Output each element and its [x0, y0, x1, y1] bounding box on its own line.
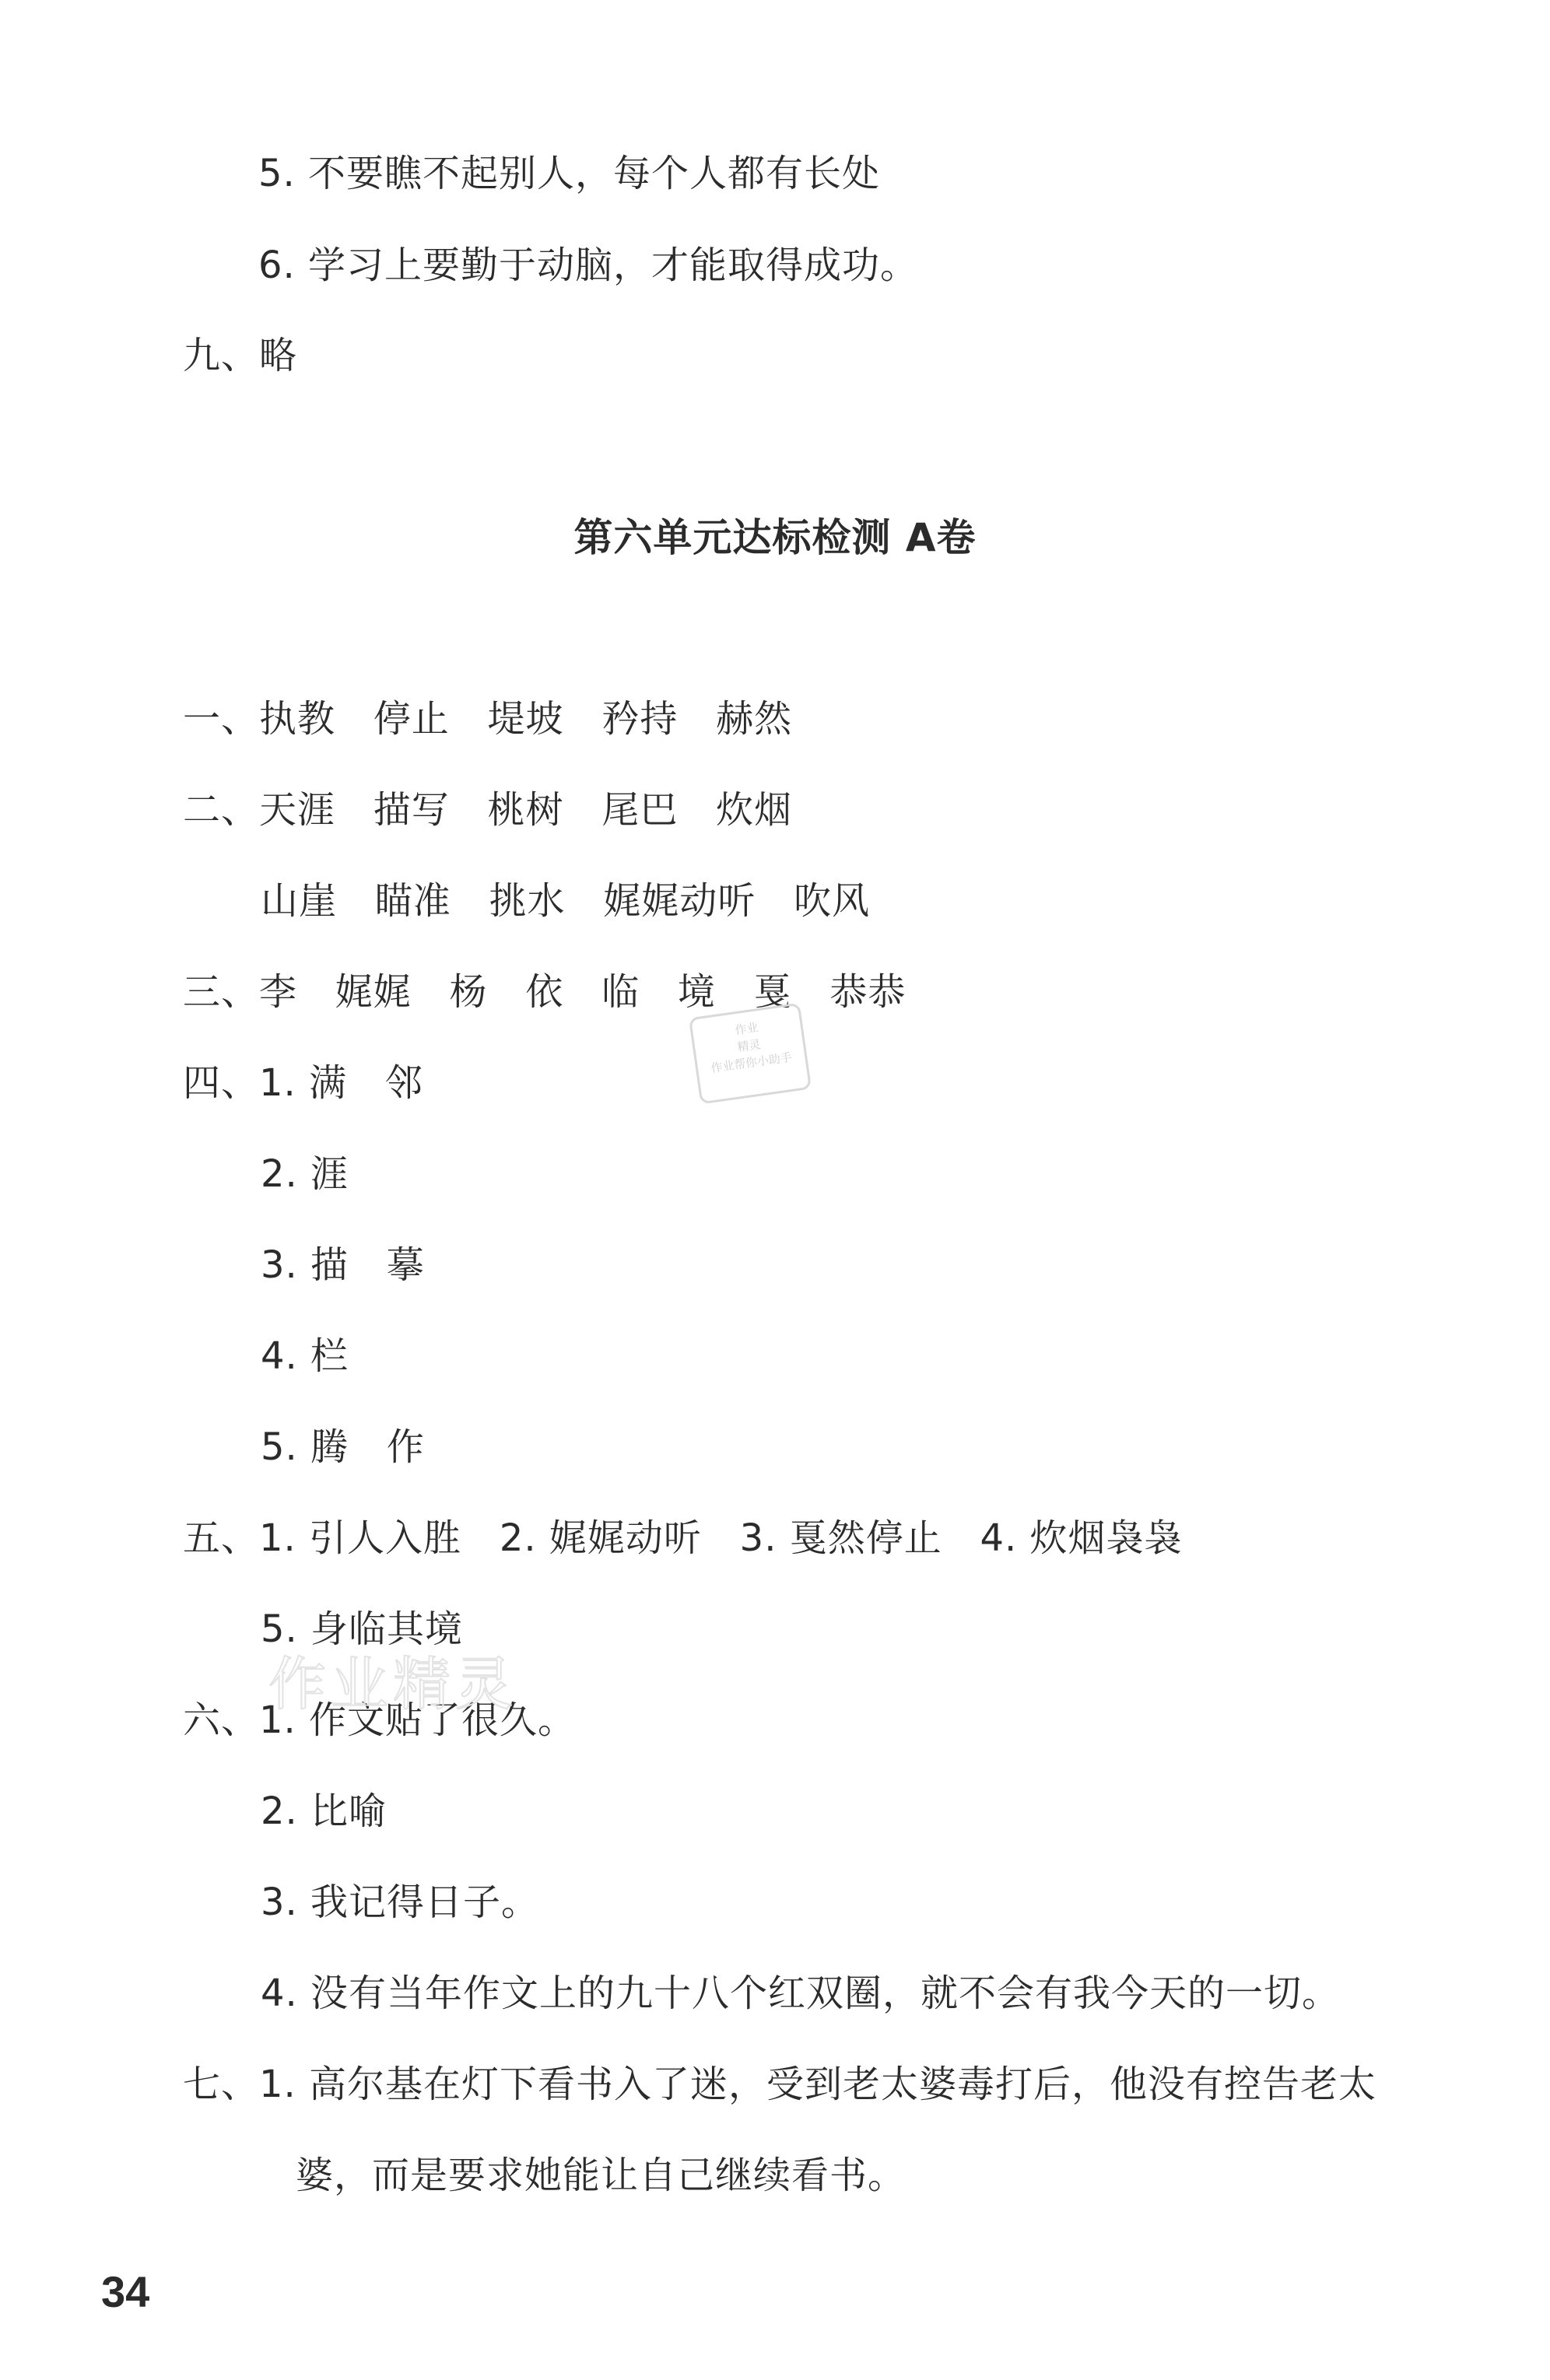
answer-line: 3. 我记得日子。	[261, 1881, 540, 1924]
answer-line: 一、执教 停止 堤坡 矜持 赫然	[183, 697, 793, 741]
section-title: 第六单元达标检测 A卷	[573, 515, 977, 560]
answer-line: 4. 栏	[261, 1334, 349, 1378]
text-watermark: 作业精灵	[268, 1651, 517, 1718]
answer-line: 六、1. 作文贴了很久。	[183, 1698, 577, 1742]
answer-line: 婆，而是要求她能让自己继续看书。	[296, 2154, 907, 2197]
answer-line: 5. 腾 作	[261, 1425, 425, 1469]
answer-line: 四、1. 满 邻	[183, 1061, 423, 1105]
answer-line: 七、1. 高尔基在灯下看书入了迷，受到老太婆毒打后，他没有控告老太	[183, 2063, 1377, 2106]
answer-line: 九、略	[183, 334, 298, 377]
page-number: 34	[101, 2267, 150, 2316]
answer-line: 5. 身临其境	[261, 1607, 464, 1651]
answer-line: 五、1. 引人入胜 2. 娓娓动听 3. 戛然停止 4. 炊烟袅袅	[183, 1516, 1183, 1560]
stamp-line-3: 作业帮你小助手	[710, 1050, 793, 1076]
answer-line: 4. 没有当年作文上的九十八个红双圈，就不会有我今天的一切。	[261, 1972, 1341, 2015]
answer-line: 2. 涯	[261, 1152, 349, 1196]
answer-line: 6. 学习上要勤于动脑，才能取得成功。	[258, 244, 919, 287]
answer-line: 山崖 瞄准 挑水 娓娓动听 吹风	[261, 879, 871, 923]
answer-line: 2. 比喻	[261, 1789, 388, 1833]
answer-line: 3. 描 摹	[261, 1243, 425, 1287]
stamp-line-1: 作业	[734, 1020, 759, 1038]
stamp-watermark	[689, 1003, 812, 1105]
answer-line: 二、天涯 描写 桃树 尾巴 炊烟	[183, 788, 793, 832]
stamp-line-2: 精灵	[736, 1037, 762, 1055]
answer-line: 5. 不要瞧不起别人，每个人都有长处	[258, 152, 881, 195]
answer-line: 三、李 娓娓 杨 依 临 境 戛 恭恭	[183, 970, 907, 1014]
